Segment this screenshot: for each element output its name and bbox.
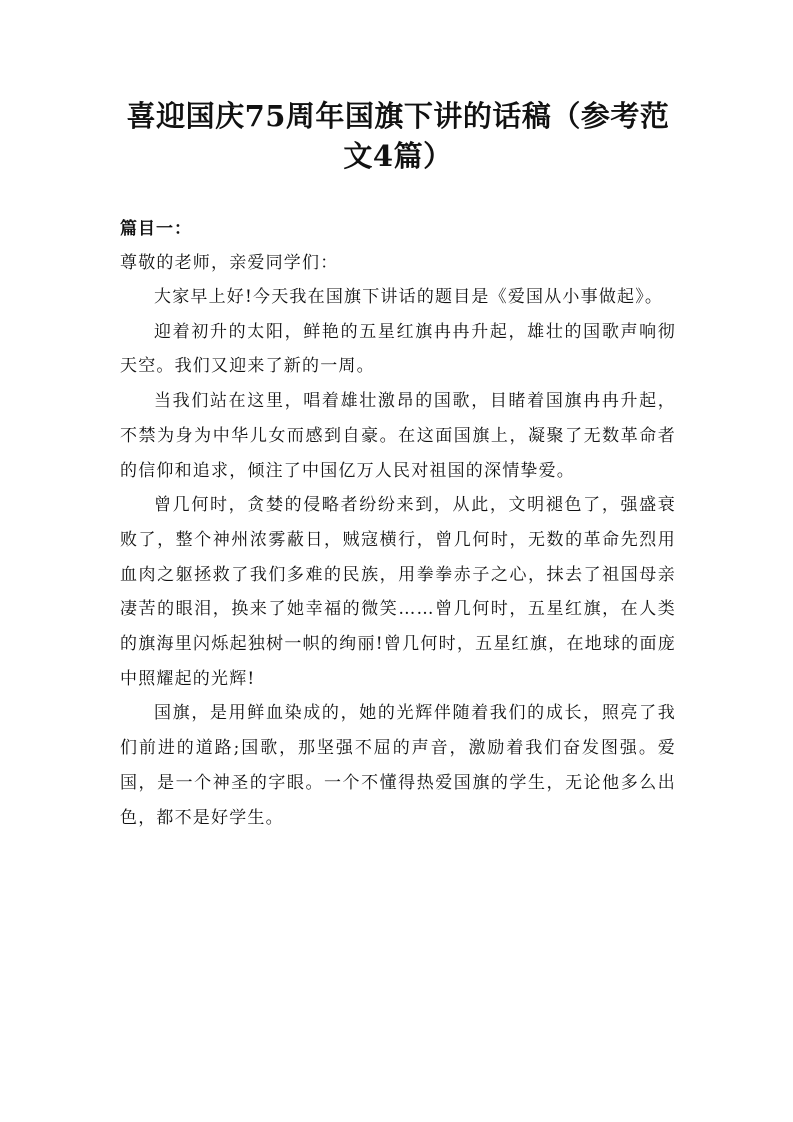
greeting-line: 尊敬的老师，亲爱同学们： bbox=[120, 253, 339, 273]
paragraph-3: 当我们站在这里，唱着雄壮激昂的国歌，目睹着国旗冉冉升起，不禁为身为中华儿女而感到自豪。在这面国旗上，凝聚了无数革命者的信仰和追求，倾注了中国亿万人民对祖国的深情挚爱。 bbox=[120, 391, 676, 481]
paragraph-2: 迎着初升的太阳，鲜艳的五星红旗冉冉升起，雄壮的国歌声响彻天空。我们又迎来了新的一周。 bbox=[120, 321, 676, 377]
section-heading: 篇目一： bbox=[120, 219, 192, 239]
document-title: 喜迎国庆75周年国旗下讲的话稿（参考范文4篇） bbox=[126, 99, 670, 173]
paragraph-4: 曾几何时，贪婪的侵略者纷纷来到，从此，文明褪色了，强盛衰败了，整个神州浓雾蔽日，贼寇横行，曾几何时，无数的革命先烈用血肉之躯拯救了我们多难的民族，用拳拳赤子之心，抹去了祖国母亲凄苦的眼泪，换来了她幸福的微笑……曾几何时，五星红旗，在人类的旗海里闪烁起独树一帜的绚丽!曾几何时，五星红旗，在地球的面庞中照耀起的光辉! bbox=[120, 495, 676, 689]
paragraph-5: 国旗，是用鲜血染成的，她的光辉伴随着我们的成长，照亮了我们前进的道路;国歌，那坚强不屈的声音，激励着我们奋发图强。爱国，是一个神圣的字眼。一个不懂得热爱国旗的学生，无论他多么出色，都不是好学生。 bbox=[120, 703, 676, 828]
paragraph-1: 大家早上好!今天我在国旗下讲话的题目是《爱国从小事做起》。 bbox=[154, 287, 664, 307]
document-body bbox=[120, 212, 676, 835]
